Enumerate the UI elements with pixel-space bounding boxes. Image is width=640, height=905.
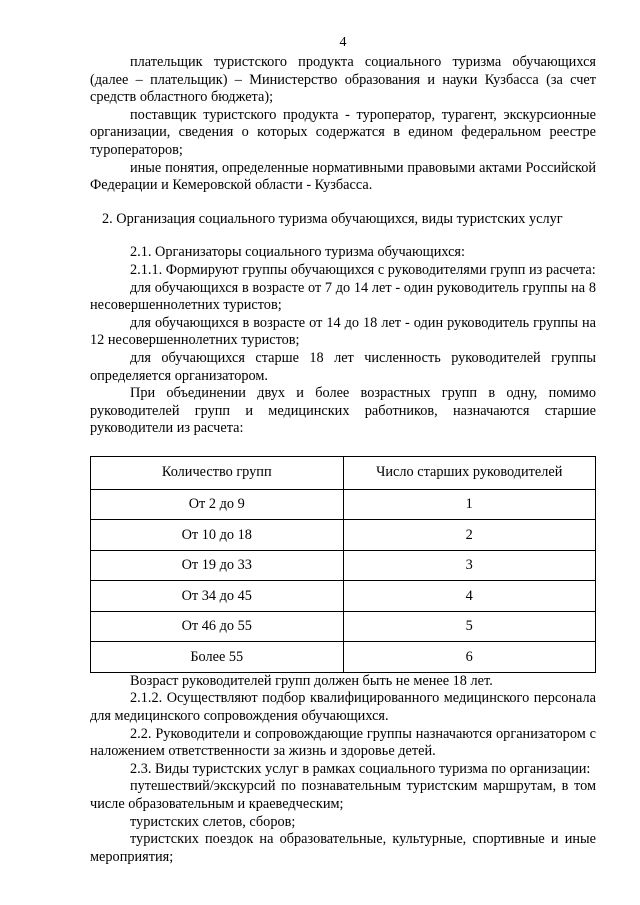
table-row xyxy=(91,520,596,551)
table-cell: 2 xyxy=(343,520,596,551)
page-number: 4 xyxy=(339,35,347,50)
table-row xyxy=(91,611,596,642)
table-cell: 6 xyxy=(343,642,596,673)
section-heading: 2. Организация социального туризма обучающихся, виды туристских услуг xyxy=(102,210,563,227)
table-cell: 5 xyxy=(343,611,596,642)
paragraph: 2.1.2. Осуществляют подбор квалифицированного медицинского персонала для медицинского сопровождения обучающихся. xyxy=(90,690,596,725)
paragraph: 2.3. Виды туристских услуг в рамках социального туризма по организации: xyxy=(130,760,591,777)
paragraph: туристских поездок на образовательные, культурные, спортивные и иные мероприятия; xyxy=(90,831,596,865)
table-cell: 3 xyxy=(343,550,596,581)
table-cell: От 2 до 9 xyxy=(91,489,344,520)
table-cell: 4 xyxy=(343,581,596,612)
table-row xyxy=(91,550,596,581)
paragraph: для обучающихся старше 18 лет численность руководителей группы определяется организатором. xyxy=(90,349,596,384)
paragraph: плательщик туристского продукта социального туризма обучающихся (далее – плательщик) – Министерство образования и науки Кузбасса (за счет средств областного бюджета); xyxy=(90,54,596,106)
table-header-cell: Число старших руководителей xyxy=(343,456,596,489)
table-cell: От 19 до 33 xyxy=(91,550,344,581)
table-cell: Более 55 xyxy=(91,642,344,673)
after-table-block xyxy=(90,673,596,867)
leaders-table xyxy=(90,456,596,673)
paragraph: Возраст руководителей групп должен быть не менее 18 лет. xyxy=(130,672,493,689)
table-row xyxy=(91,489,596,520)
intro-block xyxy=(90,54,596,195)
table-row xyxy=(91,581,596,612)
section-block xyxy=(90,244,596,438)
table-cell: От 10 до 18 xyxy=(91,520,344,551)
paragraph: 2.2. Руководители и сопровождающие группы назначаются организатором с наложением ответственности за жизнь и здоровье детей. xyxy=(90,725,596,760)
paragraph: путешествий/экскурсий по познавательным туристским маршрутам, в том числе образовательным и краеведческим; xyxy=(90,778,596,813)
paragraph: поставщик туристского продукта - туроператор, турагент, экскурсионные организации, сведения о которых содержатся в едином федеральном реестре туроператоров; xyxy=(90,106,596,158)
paragraph: для обучающихся в возрасте от 14 до 18 лет - один руководитель группы на 12 несовершеннолетних туристов; xyxy=(90,314,596,349)
table-header-row xyxy=(91,456,596,489)
paragraph: При объединении двух и более возрастных групп в одну, помимо руководителей групп и медицинских работников, назначаются старшие руководители из расчета: xyxy=(90,385,596,437)
document-page xyxy=(90,34,596,866)
table-cell: От 34 до 45 xyxy=(91,581,344,612)
paragraph: иные понятия, определенные нормативными правовыми актами Российской Федерации и Кемеровской области - Кузбасса. xyxy=(90,159,596,194)
table-header-cell: Количество групп xyxy=(91,456,344,489)
paragraph: туристских слетов, сборов; xyxy=(130,813,296,830)
table-cell: От 46 до 55 xyxy=(91,611,344,642)
table-row xyxy=(91,642,596,673)
table-cell: 1 xyxy=(343,489,596,520)
paragraph: для обучающихся в возрасте от 7 до 14 лет - один руководитель группы на 8 несовершеннолетних туристов; xyxy=(90,279,596,314)
paragraph: 2.1.1. Формируют группы обучающихся с руководителями групп из расчета: xyxy=(130,261,596,278)
paragraph: 2.1. Организаторы социального туризма обучающихся: xyxy=(130,244,465,261)
